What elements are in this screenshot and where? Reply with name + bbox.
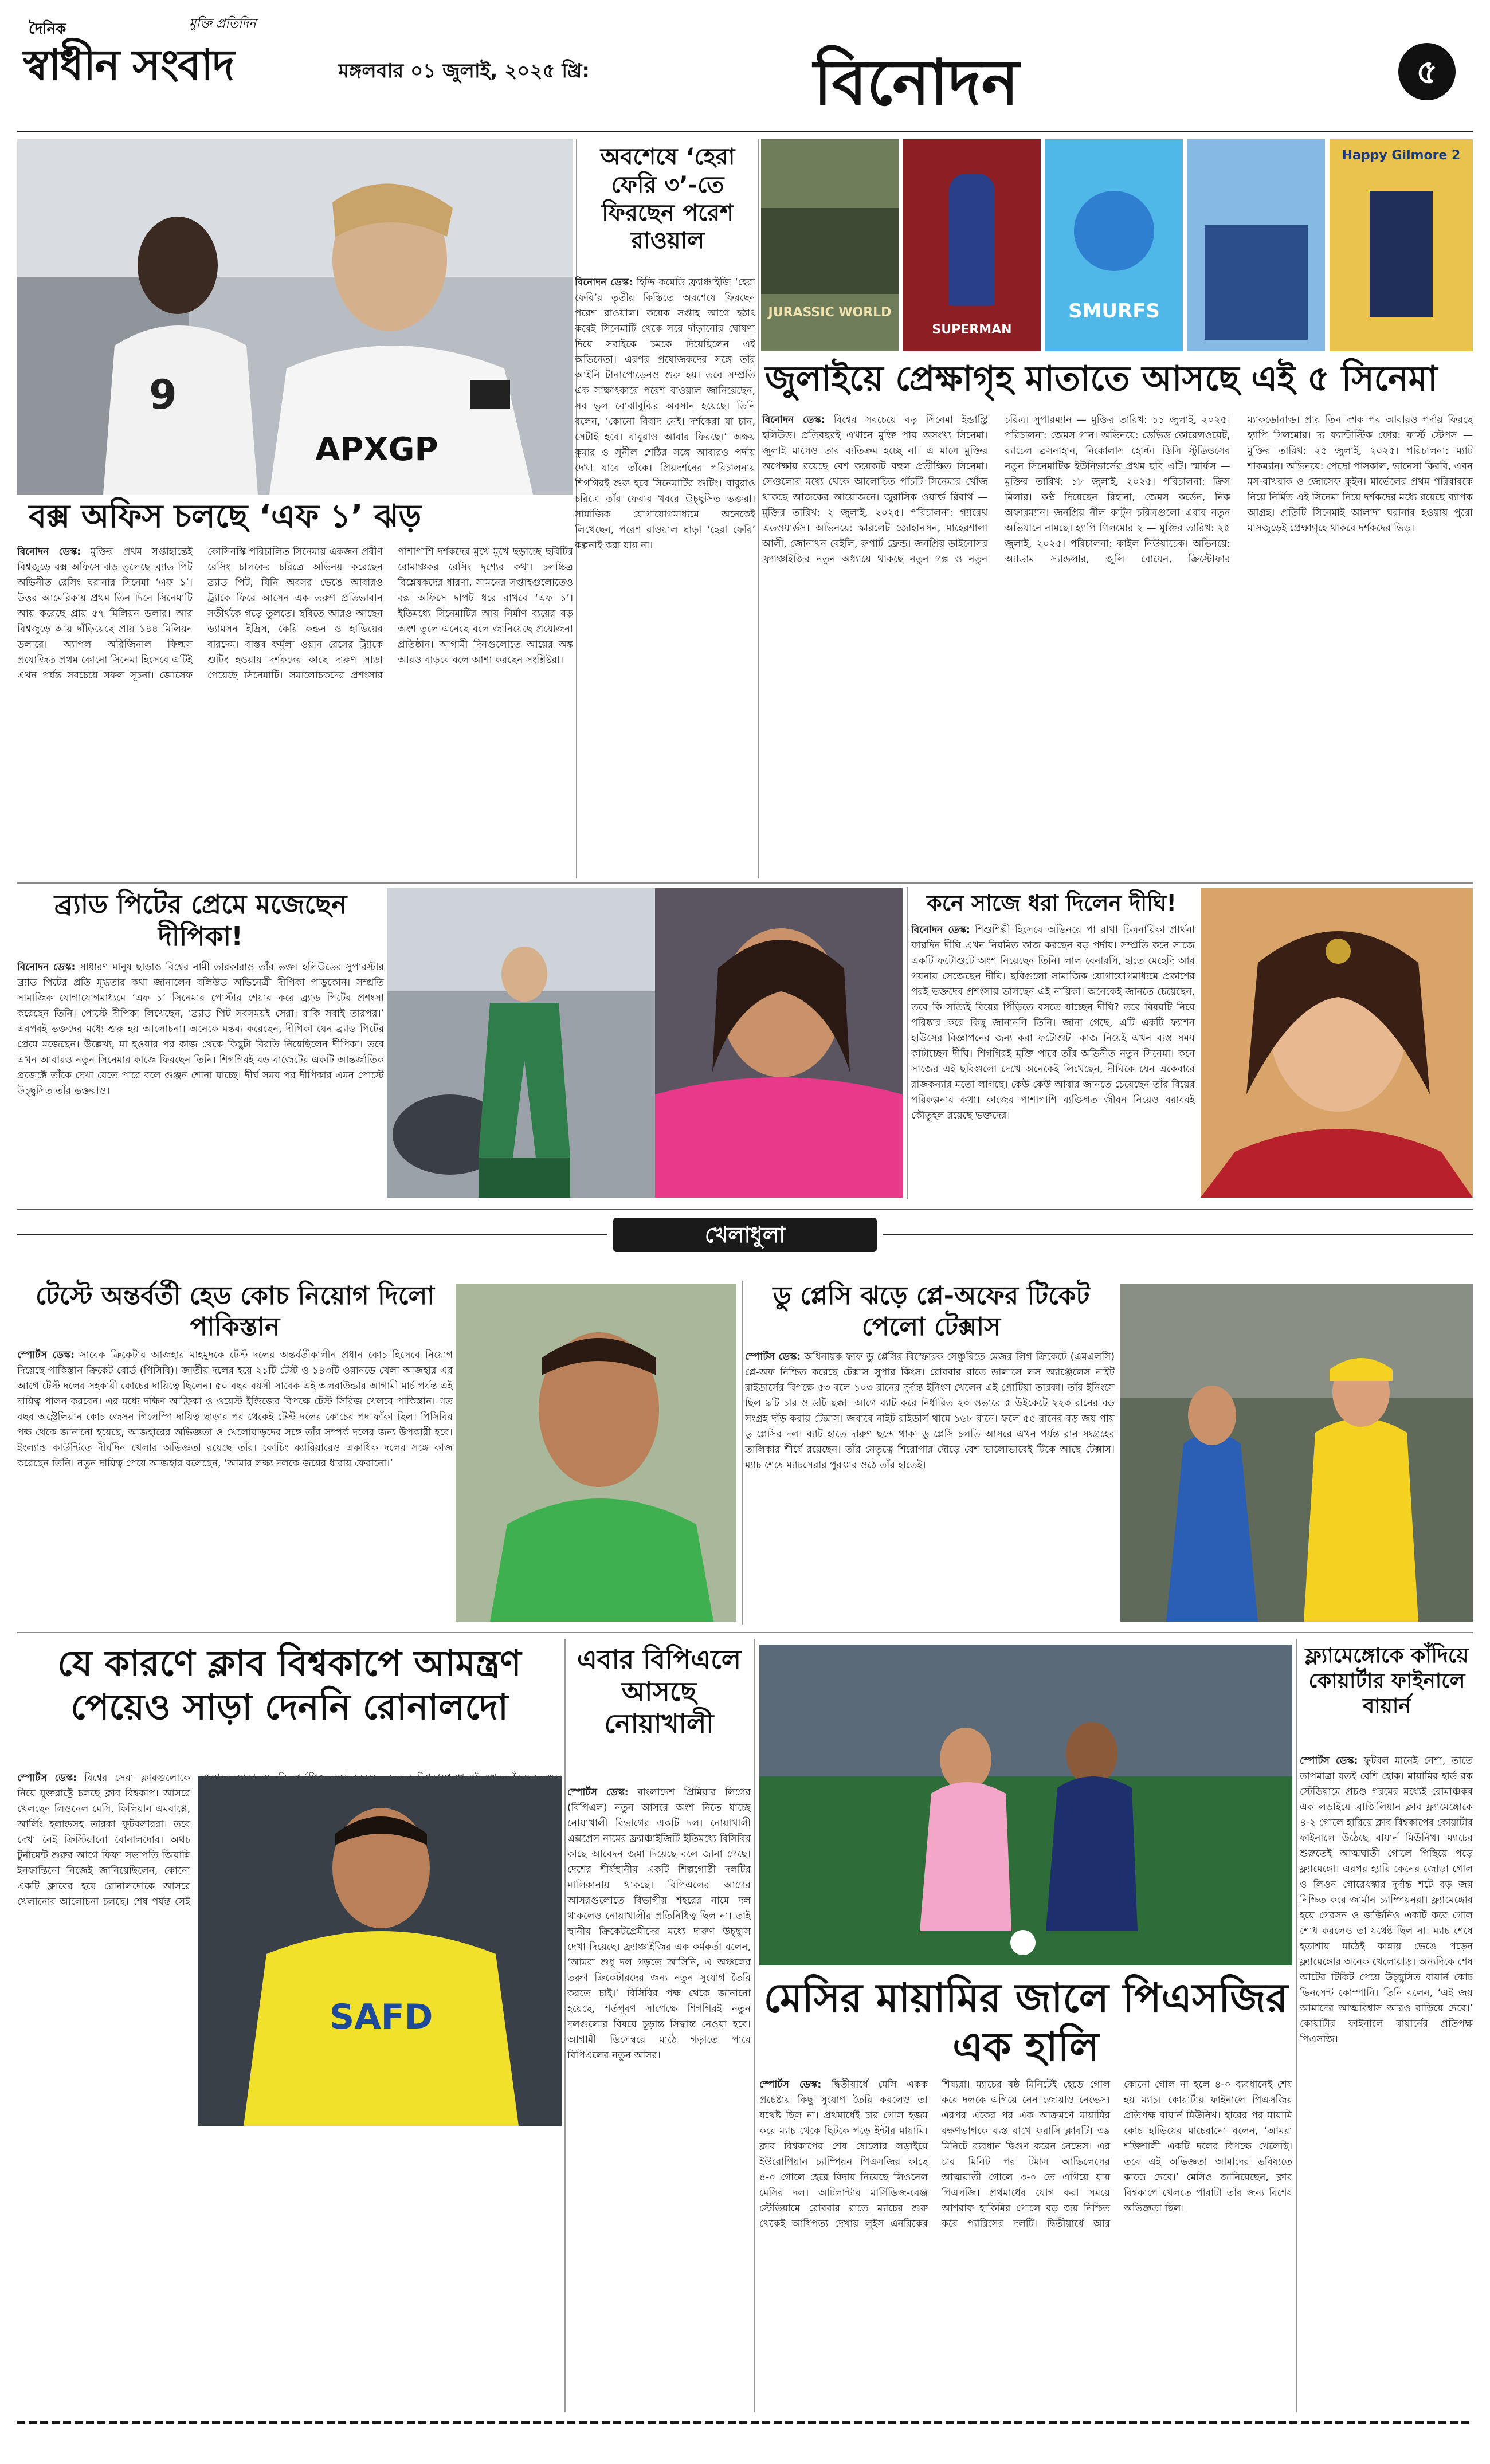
masthead-daily: দৈনিক [29, 21, 66, 38]
f1-body-text: মুক্তির প্রথম সপ্তাহান্তেই বিশ্বজুড়ে বক্স অফিসে ঝড় তুলেছে ব্র্যাড পিট অভিনীত রেসিং ঘরানার সিনেমা ‘এফ ১’। উত্তর আমেরিকায় প্রথম তিন দিনে সিনেমাটি আয় করেছে প্রায় ৫৭ মিলিয়ন ডলার। আর বিশ্বজুড়ে আয় দাঁড়িয়েছে প্রায় ১৪৪ মিলিয়ন ডলারে। অ্যাপল অরিজিনাল ফিল্মস প্রযোজিত প্রথম কোনো সিনেমা হিসেবে এটিই এখন পর্যন্ত সবচেয়ে সফল সূচনা। জোসেফ কোসিনস্কি পরিচালিত সিনেমায় একজন প্রবীণ রেসিং চালকের চরিত্রে অভিনয় করেছেন ব্র্যাড পিট, যিনি অবসর ভেঙে আবারও ট্র্যাকে ফিরে আসেন এক তরুণ প্রতিভাবান সতীর্থকে গড়ে তুলতে। ছবিতে আরও আছেন ড্যামসন ইদ্রিস, কেরি কন্ডন ও হাভিয়ের বারদেম। বাস্তব ফর্মুলা ওয়ান রেসের ট্র্যাকে শুটিং হওয়ায় দর্শকদের কাছে দারুণ সাড়া পেয়েছে সিনেমাটি। সমালোচকদের প্রশংসার পাশাপাশি দর্শকদের মুখে মুখে ছড়াচ্ছে ছবিটির রোমাঞ্চকর রেসিং দৃশ্যের কথা। চলচ্চিত্র বিশ্লেষকদের ধারণা, সামনের সপ্তাহগুলোতেও বক্স অফিসে দাপট ধরে রাখবে ‘এফ ১’। ইতিমধ্যে সিনেমাটির আয় নির্মাণ ব্যয়ের বড় অংশ তুলে এনেছে বলে জানিয়েছে প্রযোজনা প্রতিষ্ঠান। আগামী দিনগুলোতে আয়ের অঙ্ক আরও বাড়বে বলে আশা করছেন সংশ্লিষ্টরা। [17, 546, 573, 681]
section-rule [17, 882, 1473, 884]
messi-headline: মেসির মায়ামির জালে পিএসজির এক হালি [763, 1975, 1288, 2071]
bayern-lead: স্পোর্টস ডেস্ক: [1300, 1755, 1358, 1767]
poster-fantastic-four [1187, 139, 1325, 351]
brad-body-text: সাধারণ মানুষ ছাড়াও বিশ্বের নামী তারকারাও তাঁর ভক্ত। হলিউডের সুপারস্টার ব্র্যাড পিটের প্রতি মুগ্ধতার কথা জানালেন বলিউড অভিনেত্রী দীপিকা পাড়ুকোন। সম্প্রতি সামাজিক যোগাযোগমাধ্যমে ‘এফ ১’ সিনেমার পোস্টার শেয়ার করে ব্র্যাড পিটের প্রশংসা করেছেন তিনি। পোস্টে দীপিকা লিখেছেন, ‘ব্র্যাড পিট সবসময়ই সেরা। বাকি সবাই তারপর।’ এরপরই ভক্তদের মধ্যে শুরু হয় আলোচনা। অনেকে মন্তব্য করেছেন, দীপিকা যেন ব্র্যাড পিটের প্রেমে মজেছেন। উল্লেখ্য, মা হওয়ার পর কাজ থেকে কিছুটা বিরতি নিয়েছিলেন দীপিকা। তবে এখন আবারও নতুন সিনেমার কাজে ফিরছেন তিনি। শিগগিরই বড় বাজেটের একটি আন্তর্জাতিক প্রজেক্টে তাঁকে দেখা যেতে পারে বলে গুঞ্জন শোনা যাচ্ছে। দীর্ঘ সময় পর দীপিকার এমন পোস্টে উচ্ছ্বসিত তাঁর ভক্তরাও। [17, 962, 384, 1097]
brad-body [17, 960, 384, 1200]
messi-body-text: দ্বিতীয়ার্ধে মেসি একক প্রচেষ্টায় কিছু সুযোগ তৈরি করলেও তা যথেষ্ট ছিল না। প্রথমার্ধেই চার গোল হজম করে ম্যাচ থেকে ছিটকে পড়ে ইন্টার মায়ামি। ক্লাব বিশ্বকাপের শেষ ষোলোর লড়াইয়ে ইউরোপিয়ান চ্যাম্পিয়ন পিএসজির কাছে ৪-০ গোলে হেরে বিদায় নিয়েছে লিওনেল মেসির দল। আটলান্টার মার্সিডিজ-বেঞ্জ স্টেডিয়ামে রোববার রাতে ম্যাচের শুরু থেকেই আধিপত্য দেখায় লুইস এনরিকের শিষ্যরা। ম্যাচের ষষ্ঠ মিনিটেই হেডে গোল করে দলকে এগিয়ে নেন জোয়াও নেভেস। এরপর একের পর এক আক্রমণে মায়ামির রক্ষণভাগকে ব্যস্ত রাখে ফরাসি ক্লাবটি। ৩৯ মিনিটে ব্যবধান দ্বিগুণ করেন নেভেস। এর চার মিনিট পর টমাস আভিলেসের আত্মঘাতী গোলে ৩-০ তে এগিয়ে যায় পিএসজি। প্রথমার্ধের যোগ করা সময়ে আশরাফ হাকিমির গোলে বড় জয় নিশ্চিত করে প্যারিসের দলটি। দ্বিতীয়ার্ধে আর কোনো গোল না হলে ৪-০ ব্যবধানেই শেষ হয় ম্যাচ। কোয়ার্টার ফাইনালে পিএসজির প্রতিপক্ষ বায়ার্ন মিউনিখ। হারের পর মায়ামি কোচ হাভিয়ের মাচেরানো বলেন, ‘আমরা শক্তিশালী একটি দলের বিপক্ষে খেলেছি। তবে এই অভিজ্ঞতা আমাদের ভবিষ্যতে কাজে দেবে।’ মেসিও জানিয়েছেন, ক্লাব বিশ্বকাপে খেলতে পারাটা তাঁর জন্য বিশেষ অভিজ্ঞতা ছিল। [759, 2079, 1292, 2230]
brad-headline: ব্র্যাড পিটের প্রেমে মজেছেন দীপিকা! [54, 889, 347, 952]
bayern-headline: ফ্ল্যামেঙ্গোকে কাঁদিয়ে কোয়ার্টার ফাইনালে বায়ার্ন [1305, 1644, 1469, 1718]
hera-body [575, 275, 755, 882]
movie-posters [761, 139, 1473, 351]
column-rule [754, 1639, 755, 2412]
poster-superman [903, 139, 1041, 351]
banner-ornament-right [883, 1234, 1473, 1235]
dighi-headline: কনে সাজে ধরা দিলেন দীঘি! [927, 890, 1177, 916]
duplessis-body-text: অধিনায়ক ফাফ ডু প্লেসির বিস্ফোরক সেঞ্চুরিতে মেজর লিগ ক্রিকেটে (এমএলসি) প্লে-অফ নিশ্চিত করেছে টেক্সাস সুপার কিংস। রোববার রাতে ডালাসে লস অ্যাঞ্জেলেস নাইট রাইডার্সের বিপক্ষে ৫৩ বলে ১০৩ রানের দুর্দান্ত ইনিংস খেলেন এই প্রোটিয়া তারকা। তাঁর ইনিংসে ছিল ৯টি চার ও ৬টি ছক্কা। আগে ব্যাট করে নির্ধারিত ২০ ওভারে ৫ উইকেটে ২২৩ রানের বড় সংগ্রহ দাঁড় করায় টেক্সাস। জবাবে নাইট রাইডার্স থামে ১৬৮ রানে। ফলে ৫৫ রানের বড় জয় পায় ডু প্লেসির দল। ব্যাট হাতে দারুণ ছন্দে থাকা ডু প্লেসি চলতি আসরে এখন পর্যন্ত রান সংগ্রহের তালিকার শীর্ষে রয়েছেন। তাঁর নেতৃত্বে শিরোপার দৌড়ে বেশ ভালোভাবেই টিকে আছে টেক্সাস। ম্যাচ শেষে ম্যাচসেরার পুরস্কার ওঠে তাঁর হাতেই। [745, 1351, 1115, 1471]
dighi-photo [1201, 888, 1473, 1198]
july-headline: জুলাইয়ে প্রেক্ষাগৃহ মাতাতে আসছে এই ৫ সিনেমা [765, 359, 1438, 399]
brad-lead: বিনোদন ডেস্ক: [17, 962, 76, 973]
ronaldo-body-text: বিশ্বের সেরা ক্লাবগুলোকে নিয়ে যুক্তরাষ্ট্রে চলছে ক্লাব বিশ্বকাপ। আসরে খেলছেন লিওনেল মেসি, কিলিয়ান এমবাপ্পে, আর্লিং হলান্ডসহ তারকা ফুটবলাররা। তবে দেখা নেই ক্রিস্টিয়ানো রোনালদোর। অথচ টুর্নামেন্ট শুরুর আগে ফিফা সভাপতি জিয়ান্নি ইনফান্তিনো নিজেই জানিয়েছিলেন, কোনো একটি ক্লাবের হয়ে রোনালদোকে আসরে খেলানোর আলোচনা চলছে। শেষ পর্যন্ত সেই [17, 1772, 190, 1908]
column-rule [758, 139, 759, 878]
banner-ornament-left [17, 1234, 607, 1235]
july-body-text: বিশ্বের সবচেয়ে বড় সিনেমা ইন্ডাস্ট্রি হলিউড। প্রতিবছরই এখানে মুক্তি পায় অসংখ্য সিনেমা। জুলাই মাসেও তার ব্যতিক্রম হচ্ছে না। এ মাসে মুক্তির অপেক্ষায় রয়েছে বেশ কয়েকটি বহুল প্রতীক্ষিত সিনেমা। সেগুলোর মধ্যে থেকে আলোচিত পাঁচটি সিনেমার খোঁজ থাকছে আজকের আয়োজনে। জুরাসিক ওয়ার্ল্ড রিবার্থ — মুক্তির তারিখ: ২ জুলাই, ২০২৫। পরিচালনা: গ্যারেথ এডওয়ার্ডস। অভিনয়ে: স্কারলেট জোহানসন, মাহেরশালা আলী, জোনাথন বেইলি, রুপার্ট ফ্রেন্ড। জনপ্রিয় ডাইনোসর ফ্র্যাঞ্চাইজির নতুন অধ্যায়ে থাকছে নতুন গল্প ও নতুন চরিত্র। সুপারম্যান — মুক্তির তারিখ: ১১ জুলাই, ২০২৫। পরিচালনা: জেমস গান। অভিনয়ে: ডেভিড কোরেন্সওয়েট, র‍্যাচেল ব্রসনাহান, নিকোলাস হোল্ট। ডিসি স্টুডিওসের নতুন সিনেমাটিক ইউনিভার্সের প্রথম ছবি এটি। স্মার্ফস — মুক্তির তারিখ: ১৮ জুলাই, ২০২৫। পরিচালনা: ক্রিস মিলার। কণ্ঠ দিয়েছেন রিহানা, জেমস কর্ডেন, নিক অফারম্যান। জনপ্রিয় নীল কার্টুন চরিত্রগুলো এবার নতুন অভিযানে নামছে। হ্যাপি গিলমোর ২ — মুক্তির তারিখ: ২৫ জুলাই, ২০২৫। পরিচালনা: কাইল নিউয়াচেক। অভিনয়ে: অ্যাডাম স্যান্ডলার, জুলি বোয়েন, ক্রিস্টোফার ম্যাকডোনাল্ড। প্রায় তিন দশক পর আবারও পর্দায় ফিরছে হ্যাপি গিলমোর। দ্য ফ্যান্টাস্টিক ফোর: ফার্স্ট স্টেপস — মুক্তির তারিখ: ২৫ জুলাই, ২০২৫। পরিচালনা: ম্যাট শাকম্যান। অভিনয়ে: পেদ্রো পাসকাল, ভানেসা কিরবি, এবন মস-বাখরাক ও জোসেফ কুইন। মার্ভেলের প্রথম পরিবারকে নিয়ে নির্মিত এই সিনেমা নিয়ে দর্শকদের মধ্যে রয়েছে ব্যাপক আগ্রহ। প্রতিটি সিনেমাই আলাদা ঘরানার হওয়ায় পুরো মাসজুড়েই প্রেক্ষাগৃহে থাকবে দর্শকদের ভিড়। [762, 414, 1473, 565]
dighi-body-text: শিশুশিল্পী হিসেবে অভিনয়ে পা রাখা চিত্রনায়িকা প্রার্থনা ফারদিন দীঘি এখন নিয়মিত কাজ করছেন বড় পর্দায়। সম্প্রতি কনে সাজে একটি ফটোশুটে অংশ নিয়েছেন তিনি। লাল বেনারসি, হাতে মেহেদি আর গয়নায় সেজেছেন দীঘি। ছবিগুলো সামাজিক যোগাযোগমাধ্যমে প্রকাশের পরই ভক্তদের প্রশংসায় ভাসছেন এই নায়িকা। অনেকেই জানতে চেয়েছেন, তবে কি সত্যিই বিয়ের পিঁড়িতে বসতে যাচ্ছেন দীঘি? তবে বিষয়টি নিয়ে পরিষ্কার করে কিছু জানাননি তিনি। জানা গেছে, এটি একটি ফ্যাশন হাউসের বিজ্ঞাপনের জন্য করা ফটোশুট। কাজ নিয়েই এখন ব্যস্ত সময় কাটাচ্ছেন দীঘি। শিগগিরই মুক্তি পাবে তাঁর অভিনীত নতুন সিনেমা। কনে সাজের এই ছবিগুলো দেখে অনেকেই লিখেছেন, দীঘিকে যেন একেবারে রাজকন্যার মতো লাগছে। কেউ কেউ আবার জানতে চেয়েছেন তাঁর বিয়ের পরিকল্পনার কথা। কাজের পাশাপাশি ব্যক্তিগত জীবন নিয়েও বরাবরই কৌতূহল রয়েছে ভক্তদের। [911, 924, 1195, 1121]
pak-body-text: সাবেক ক্রিকেটার আজহার মাহমুদকে টেস্ট দলের অন্তর্বর্তীকালীন প্রধান কোচ হিসেবে নিয়োগ দিয়েছে পাকিস্তান ক্রিকেট বোর্ড (পিসিবি)। জাতীয় দলের হয়ে ২১টি টেস্ট ও ১৪৩টি ওয়ানডে খেলা আজহার এর আগে টেস্ট দলের সহকারী কোচের দায়িত্বে ছিলেন। ৫০ বছর বয়সী সাবেক এই অলরাউন্ডার আগামী মার্চ পর্যন্ত এই দায়িত্ব পালন করবেন। এর মধ্যে দক্ষিণ আফ্রিকা ও ওয়েস্ট ইন্ডিজের বিপক্ষে টেস্ট সিরিজ খেলবে পাকিস্তান। গত বছর অস্ট্রেলিয়ান কোচ জেসন গিলেস্পি দায়িত্ব ছাড়ার পর থেকেই টেস্ট দলের কোচের পদ ফাঁকা ছিল। পিসিবির পক্ষ থেকে জানানো হয়েছে, আজহারের অভিজ্ঞতা ও খেলোয়াড়দের সঙ্গে তাঁর সম্পর্ক দলের জন্য উপকারী হবে। ইংল্যান্ড কাউন্টিতে দীর্ঘদিন খেলার অভিজ্ঞতা রয়েছে তাঁর। কোচিং ক্যারিয়ারেও একাধিক দলের সঙ্গে কাজ করেছেন তিনি। নতুন দায়িত্ব পেয়ে আজহার বলেছেন, ‘আমার লক্ষ্য দলকে জয়ের ধারায় ফেরানো।’ [17, 1349, 453, 1469]
duplessis-headline: ডু প্লেসি ঝড়ে প্লে-অফের টিকেট পেলো টেক্সাস [773, 1281, 1090, 1341]
column-rule [907, 887, 908, 1199]
masthead-date: মঙ্গলবার ০১ জুলাই, ২০২৫ খ্রি: [338, 60, 590, 83]
pak-headline: টেস্টে অন্তর্বর্তী হেড কোচ নিয়োগ দিলো পাকিস্তান [35, 1281, 435, 1341]
poster-smurfs [1045, 139, 1183, 351]
ronaldo-lead: স্পোর্টস ডেস্ক: [17, 1772, 77, 1784]
masthead-tagline: মুক্তি প্রতিদিন [189, 17, 257, 31]
july-lead: বিনোদন ডেস্ক: [762, 414, 825, 426]
footer-rule [17, 2421, 1473, 2424]
sports-banner [17, 1218, 1473, 1252]
deepika-photo [655, 888, 903, 1198]
dighi-lead: বিনোদন ডেস্ক: [911, 924, 970, 936]
f1-photo [17, 139, 573, 495]
poster-label: Happy Gilmore 2 [1342, 148, 1461, 163]
column-rule [564, 1639, 566, 2412]
masthead-rule [17, 131, 1473, 132]
hera-body-text: হিন্দি কমেডি ফ্র্যাঞ্চাইজি ‘হেরা ফেরি’র তৃতীয় কিস্তিতে অবশেষে ফিরছেন পরেশ রাওয়াল। কয়েক সপ্তাহ আগে হঠাৎ করেই সিনেমাটি থেকে সরে দাঁড়ানোর ঘোষণা দিয়ে সবাইকে চমকে দিয়েছিলেন এই অভিনেতা। এরপর প্রযোজকদের সঙ্গে তাঁর আইনি টানাপোড়েনও শুরু হয়। তবে সম্প্রতি এক সাক্ষাৎকারে পরেশ রাওয়াল জানিয়েছেন, সব ভুল বোঝাবুঝির অবসান হয়েছে। তিনি বলেন, ‘কোনো বিবাদ নেই। দর্শকেরা যা চান, সেটাই হবে। বাবুরাও আবার ফিরছে।’ অক্ষয় কুমার ও সুনীল শেঠির সঙ্গে আবারও পর্দায় দেখা যাবে তাঁকে। প্রিয়দর্শনের পরিচালনায় শিগগিরই শুরু হবে সিনেমাটির শুটিং। বাবুরাও চরিত্রে তাঁর ফেরার খবরে উচ্ছ্বসিত ভক্তরা। সামাজিক যোগাযোগমাধ্যমে অনেকেই লিখেছেন, পরেশ রাওয়াল ছাড়া ‘হেরা ফেরি’ কল্পনাই করা যায় না। [575, 277, 755, 551]
poster-label: JURASSIC WORLD [768, 305, 892, 320]
column-rule [742, 1281, 743, 1625]
f1-body [17, 544, 573, 888]
sports-banner-box [613, 1218, 877, 1252]
bpl-body-text: বাংলাদেশ প্রিমিয়ার লিগের (বিপিএল) নতুন আসরে অংশ নিতে যাচ্ছে নোয়াখালী বিভাগের একটি দল। নোয়াখালী এক্সপ্রেস নামের ফ্র্যাঞ্চাইজিটি ইতিমধ্যে বিসিবির কাছে আবেদন জমা দিয়েছে বলে জানা গেছে। দেশের শীর্ষস্থানীয় একটি শিল্পগোষ্ঠী দলটির মালিকানায় থাকছে। বিপিএলের আগের আসরগুলোতে বিভাগীয় শহরের নামে দল থাকলেও নোয়াখালীর প্রতিনিধিত্ব ছিল না। তাই স্থানীয় ক্রিকেটপ্রেমীদের মধ্যে দারুণ উচ্ছ্বাস দেখা দিয়েছে। ফ্র্যাঞ্চাইজির এক কর্মকর্তা বলেন, ‘আমরা শুধু দল গড়তে আসিনি, এ অঞ্চলের তরুণ ক্রিকেটারদের জন্য নতুন সুযোগ তৈরি করতে চাই।’ বিসিবির পক্ষ থেকে জানানো হয়েছে, শর্তপূরণ সাপেক্ষে শিগগিরই নতুন দলগুলোর বিষয়ে চূড়ান্ত সিদ্ধান্ত নেওয়া হবে। আগামী ডিসেম্বরে মাঠে গড়াতে পারে বিপিএলের নতুন আসর। [567, 1787, 751, 2061]
masthead [17, 6, 1473, 138]
ronaldo-photo [198, 1776, 562, 2126]
azhar-mahmood-photo [456, 1284, 736, 1622]
bayern-body [1300, 1753, 1473, 2412]
page-number [1398, 43, 1456, 100]
brad-pitt-photo [387, 888, 655, 1198]
svg-text:9: 9 [149, 371, 177, 418]
column-rule [1296, 1639, 1297, 2412]
duplessis-photo [1120, 1284, 1473, 1622]
pak-body [17, 1348, 453, 1623]
dighi-body [911, 923, 1195, 1198]
hera-headline: অবশেষে ‘হেরা ফেরি ৩’-তে ফিরছেন পরেশ রাওয়াল [600, 144, 735, 254]
f1-lead: বিনোদন ডেস্ক: [17, 546, 81, 558]
page-number-text: ৫ [1416, 52, 1438, 91]
bpl-headline: এবার বিপিএলে আসছে নোয়াখালী [577, 1644, 742, 1740]
ronaldo-headline: যে কারণে ক্লাব বিশ্বকাপে আমন্ত্রণ পেয়েও সাড়া দেননি রোনালদো [57, 1642, 522, 1728]
svg-text:SAFD: SAFD [330, 1997, 433, 2037]
bpl-body [567, 1785, 751, 2415]
masthead-name: স্বাধীন সংবাদ [23, 41, 234, 90]
messi-lead: স্পোর্টস ডেস্ক: [759, 2079, 822, 2090]
sports-banner-label: খেলাধুলা [704, 1222, 786, 1247]
poster-label: SUPERMAN [932, 323, 1012, 337]
duplessis-lead: স্পোর্টস ডেস্ক: [745, 1351, 801, 1363]
poster-happy-gilmore [1330, 139, 1473, 351]
hera-lead: বিনোদন ডেস্ক: [575, 277, 633, 288]
july-body [762, 413, 1473, 882]
messi-body [759, 2077, 1292, 2415]
poster-label: SMURFS [1068, 300, 1160, 323]
sports-banner-rule [17, 1209, 1473, 1210]
poster-jurassic [761, 139, 899, 351]
duplessis-body [745, 1349, 1115, 1625]
pak-lead: স্পোর্টস ডেস্ক: [17, 1349, 75, 1361]
f1-headline: বক্স অফিস চলছে ‘এফ ১’ ঝড় [29, 498, 422, 535]
section-title: বিনোদন [814, 45, 1019, 119]
svg-text:APXGP: APXGP [315, 431, 438, 468]
messi-photo [759, 1645, 1292, 1965]
bpl-lead: স্পোর্টস ডেস্ক: [567, 1787, 629, 1798]
bayern-body-text: ফুটবল মানেই নেশা, তাতে তাপমাত্রা যতই বেশি হোক। মায়ামির হার্ড রক স্টেডিয়ামে প্রচণ্ড গরমের মধ্যেই রোমাঞ্চকর এক লড়াইয়ে ব্রাজিলিয়ান ক্লাব ফ্ল্যামেঙ্গোকে ৪-২ গোলে হারিয়ে ক্লাব বিশ্বকাপের কোয়ার্টার ফাইনালে উঠেছে বায়ার্ন মিউনিখ। ম্যাচের শুরুতেই আত্মঘাতী গোলে পিছিয়ে পড়ে ফ্ল্যামেঙ্গো। এরপর হ্যারি কেনের জোড়া গোল ও লিওন গোরেৎস্কার দুর্দান্ত শটে বড় জয় নিশ্চিত করে জার্মান চ্যাম্পিয়নরা। ফ্ল্যামেঙ্গোর হয়ে গেরসন ও জর্জিনিও একটি করে গোল শোধ করলেও তা যথেষ্ট ছিল না। ম্যাচ শেষে হতাশায় মাঠেই কান্নায় ভেঙে পড়েন ফ্ল্যামেঙ্গোর অনেক খেলোয়াড়। অন্যদিকে শেষ আটের টিকিট পেয়ে উচ্ছ্বসিত বায়ার্ন কোচ ভিনসেন্ট কোম্পানি। তিনি বলেন, ‘এই জয় আমাদের আত্মবিশ্বাস আরও বাড়িয়ে দেবে।’ কোয়ার্টার ফাইনালে বায়ার্নের প্রতিপক্ষ পিএসজি। [1300, 1755, 1473, 2045]
section-rule [17, 1632, 1473, 1633]
